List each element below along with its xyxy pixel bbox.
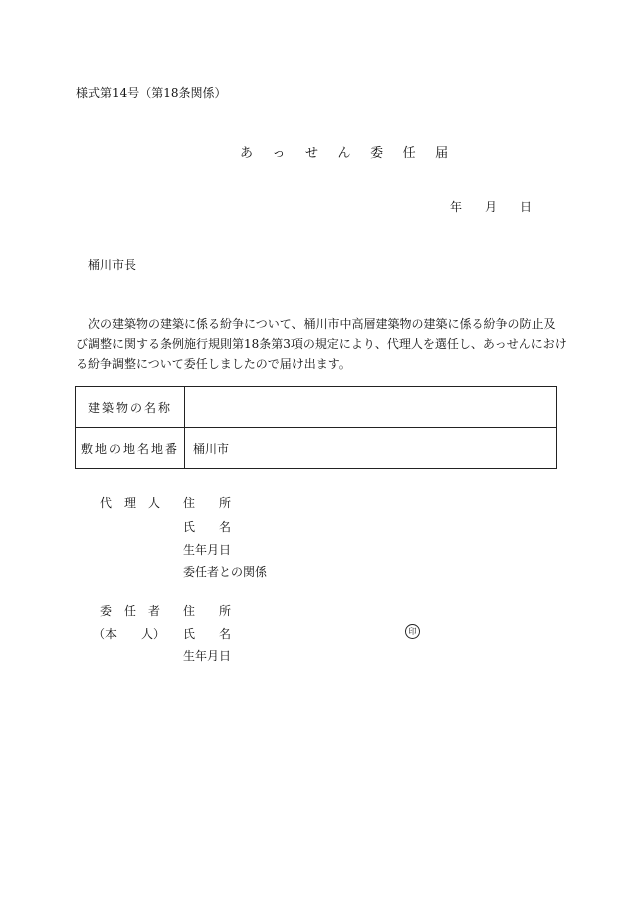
principal-heading: 委 任 者: [100, 604, 161, 618]
table-row: [76, 387, 557, 428]
seal-mark-icon: 印: [405, 624, 420, 639]
title-char: ん: [337, 146, 352, 161]
principal-address-label: 住 所: [183, 604, 232, 618]
building-name-label: 建築物の名称: [76, 387, 185, 428]
agent-name-label: 氏 名: [183, 520, 232, 534]
date-month-label: 月: [485, 200, 498, 214]
title-char: あ: [240, 146, 254, 161]
principal-name-label: 氏 名: [183, 627, 232, 641]
title-char: っ: [272, 146, 287, 161]
title-char: 任: [402, 146, 417, 161]
body-line: び調整に関する条例施行規則第18条第3項の規定により、代理人を選任し、あっせんにおけ: [76, 337, 567, 351]
title-char: 届: [435, 146, 449, 161]
addressee: 桶川市長: [88, 258, 137, 272]
site-address-label: 敷地の地名地番: [76, 428, 185, 469]
principal-birthdate-label: 生年月日: [183, 649, 232, 663]
document-title: [240, 142, 449, 161]
agent-heading: 代 理 人: [100, 496, 161, 510]
table-row: [76, 428, 557, 469]
title-char: 委: [370, 146, 384, 161]
agent-birthdate-label: 生年月日: [183, 543, 232, 557]
building-info-table: [75, 386, 557, 469]
title-char: せ: [305, 146, 319, 161]
date-day-label: 日: [520, 200, 533, 214]
date-year-label: 年: [450, 200, 463, 214]
site-address-field[interactable]: 桶川市: [185, 428, 557, 469]
body-line: 次の建築物の建築に係る紛争について、桶川市中高層建築物の建築に係る紛争の防止及: [88, 317, 556, 331]
body-line: る紛争調整について委任しましたので届け出ます。: [76, 357, 351, 371]
building-name-field[interactable]: [185, 387, 557, 428]
agent-address-label: 住 所: [183, 496, 232, 510]
body-paragraph: [76, 314, 567, 374]
principal-subheading: （本 人）: [93, 627, 166, 641]
agent-relation-label: 委任者との関係: [183, 565, 268, 579]
form-number: 様式第14号（第18条関係）: [76, 86, 227, 100]
